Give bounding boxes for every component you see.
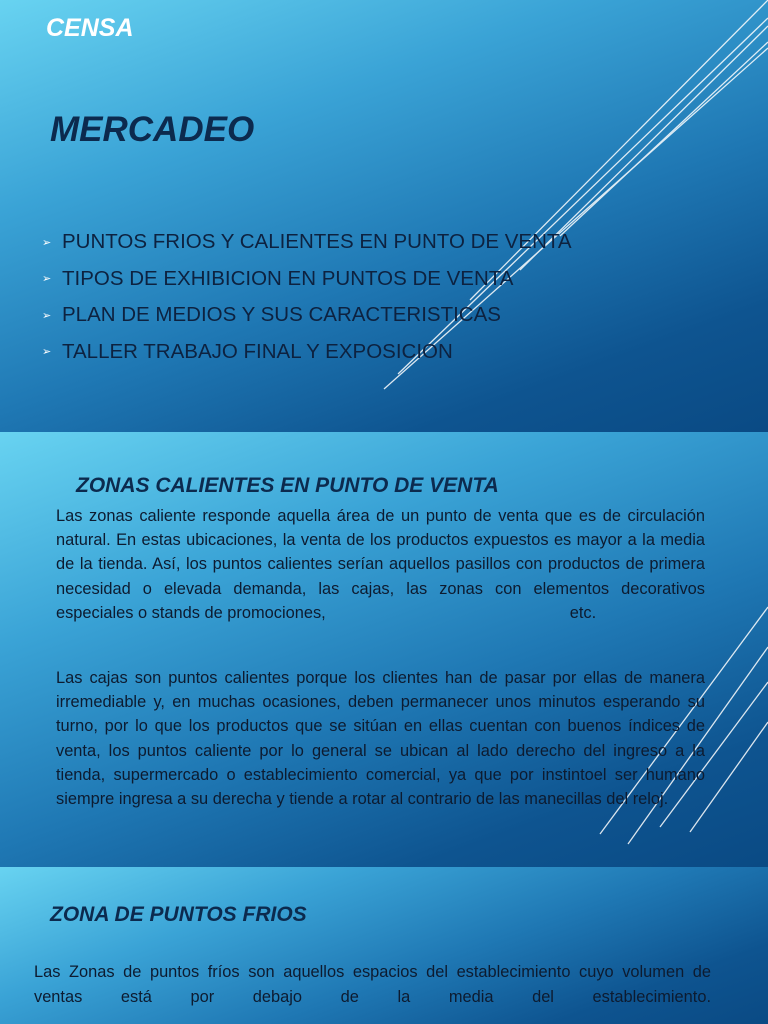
hot-zones-paragraph [56, 504, 705, 625]
topic-item [42, 224, 572, 261]
cold-zones-paragraph: Las Zonas de puntos fríos son aquellos espacios del establecimiento cuyo volumen de ventas está por debajo de la media del establecimiento. [34, 963, 711, 1006]
section-title: ZONAS CALIENTES EN PUNTO DE VENTA [76, 474, 499, 497]
slide-intro [0, 0, 768, 432]
hot-zones-etc: etc. [569, 603, 597, 622]
topic-item [42, 261, 572, 298]
organization-name: CENSA [46, 14, 134, 42]
section-title: ZONA DE PUNTOS FRIOS [50, 903, 307, 926]
topic-text: TALLER TRABAJO FINAL Y EXPOSICION [62, 339, 453, 363]
topic-text: PUNTOS FRIOS Y CALIENTES EN PUNTO DE VENTA [62, 230, 572, 254]
slide-cold-zones [0, 867, 768, 1024]
topic-list [42, 224, 572, 370]
arrowhead-bullet-icon: ➢ [42, 309, 52, 322]
topic-item [42, 334, 572, 371]
topic-item [42, 297, 572, 334]
slide-hot-zones [0, 432, 768, 867]
topic-text: PLAN DE MEDIOS Y SUS CARACTERISTICAS [62, 303, 501, 327]
arrowhead-bullet-icon: ➢ [42, 346, 52, 359]
arrowhead-bullet-icon: ➢ [42, 273, 52, 286]
page-title: MERCADEO [50, 110, 255, 149]
hot-zones-text: Las zonas caliente responde aquella área de un punto de venta que es de circulación natural. En estas ubicaciones, la venta de los productos expuestos es mayor a la media de la tienda. Así, los puntos calientes serían aquellos pasillos con productos de primera necesidad o elevada demanda, las cajas, las zonas con elementos decorativos especiales o stands de promociones, [56, 507, 705, 622]
topic-text: TIPOS DE EXHIBICION EN PUNTOS DE VENTA [62, 266, 514, 290]
checkout-paragraph: Las cajas son puntos calientes porque los clientes han de pasar por ellas de manera irremediable y, en muchas ocasiones, deben permanecer unos minutos esperando su turno, por lo que los productos que se sitúan en ellas cuentan con buenos índices de venta, los puntos caliente por lo general se ubican al lado derecho del ingreso a la tienda, supermercado o establecimiento comercial, ya que por instintoel ser humano siempre ingresa a su derecha y tiende a rotar al contrario de las manecillas del reloj. [56, 669, 705, 809]
arrowhead-bullet-icon: ➢ [42, 236, 52, 249]
